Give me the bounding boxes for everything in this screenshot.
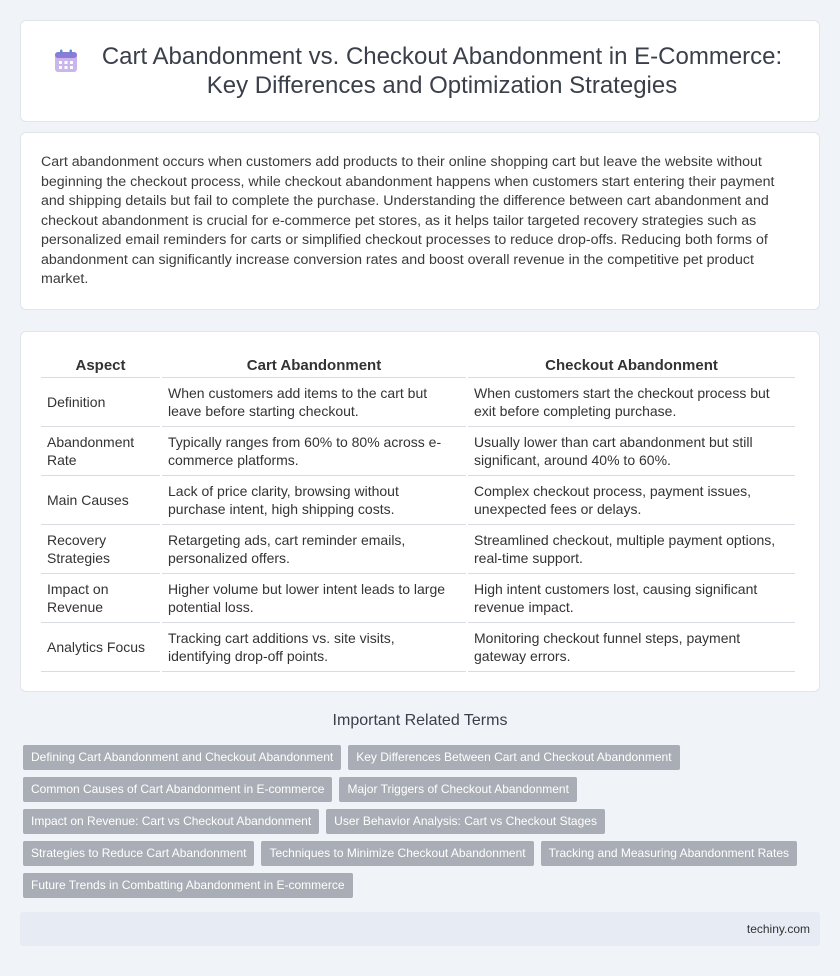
related-term-tag[interactable]: Impact on Revenue: Cart vs Checkout Abandonment — [23, 809, 319, 834]
row-aspect: Main Causes — [41, 476, 160, 525]
row-aspect: Recovery Strategies — [41, 525, 160, 574]
header-cart-abandonment: Cart Abandonment — [162, 352, 466, 378]
table-row — [41, 427, 795, 476]
related-term-tag[interactable]: Defining Cart Abandonment and Checkout Abandonment — [23, 745, 341, 770]
related-term-tag[interactable]: Future Trends in Combatting Abandonment in E-commerce — [23, 873, 353, 898]
row-cart-value: Tracking cart additions vs. site visits, identifying drop-off points. — [162, 623, 466, 672]
calendar-icon — [53, 48, 79, 74]
table-row — [41, 623, 795, 672]
footer-brand: techiny.com — [746, 922, 810, 936]
row-cart-value: Higher volume but lower intent leads to large potential loss. — [162, 574, 466, 623]
row-checkout-value: Usually lower than cart abandonment but still significant, around 40% to 60%. — [468, 427, 795, 476]
row-cart-value: Lack of price clarity, browsing without purchase intent, high shipping costs. — [162, 476, 466, 525]
related-term-tag[interactable]: Techniques to Minimize Checkout Abandonment — [261, 841, 533, 866]
comparison-table-card — [20, 331, 820, 692]
tag-row — [23, 809, 823, 834]
row-checkout-value: Monitoring checkout funnel steps, payment gateway errors. — [468, 623, 795, 672]
related-term-tag[interactable]: Common Causes of Cart Abandonment in E-commerce — [23, 777, 332, 802]
row-cart-value: Retargeting ads, cart reminder emails, personalized offers. — [162, 525, 466, 574]
tag-row — [23, 745, 823, 770]
footer — [20, 912, 820, 946]
page-title: Cart Abandonment vs. Checkout Abandonment in E-Commerce: Key Differences and Optimization Strategies — [101, 43, 783, 99]
related-term-tag[interactable]: Tracking and Measuring Abandonment Rates — [541, 841, 797, 866]
tag-row — [23, 777, 823, 802]
row-checkout-value: Streamlined checkout, multiple payment options, real-time support. — [468, 525, 795, 574]
header-checkout-abandonment: Checkout Abandonment — [468, 352, 795, 378]
row-aspect: Analytics Focus — [41, 623, 160, 672]
intro-card — [20, 132, 820, 310]
title-card — [20, 20, 820, 122]
related-terms-tags — [23, 745, 823, 905]
related-term-tag[interactable]: Major Triggers of Checkout Abandonment — [339, 777, 576, 802]
row-checkout-value: When customers start the checkout process but exit before completing purchase. — [468, 378, 795, 427]
table-header-row — [41, 352, 795, 378]
row-aspect: Abandonment Rate — [41, 427, 160, 476]
row-aspect: Impact on Revenue — [41, 574, 160, 623]
title-wrap — [53, 42, 787, 100]
table-row — [41, 378, 795, 427]
comparison-table — [39, 352, 797, 672]
row-checkout-value: High intent customers lost, causing significant revenue impact. — [468, 574, 795, 623]
related-term-tag[interactable]: User Behavior Analysis: Cart vs Checkout Stages — [326, 809, 605, 834]
intro-paragraph: Cart abandonment occurs when customers add products to their online shopping cart but leave the website without beginning the checkout process, while checkout abandonment happens when customers start entering their payment and shipping details but fail to complete the purchase. Understanding the difference between cart abandonment and checkout abandonment is crucial for e-commerce pet stores, as it helps tailor targeted recovery strategies such as personalized email reminders for carts or simplified checkout processes to reduce drop-offs. Reducing both forms of abandonment can significantly increase conversion rates and boost overall revenue in the competitive pet product market. — [41, 154, 775, 287]
related-term-tag[interactable]: Strategies to Reduce Cart Abandonment — [23, 841, 254, 866]
row-aspect: Definition — [41, 378, 160, 427]
related-term-tag[interactable]: Key Differences Between Cart and Checkout Abandonment — [348, 745, 679, 770]
row-checkout-value: Complex checkout process, payment issues, unexpected fees or delays. — [468, 476, 795, 525]
row-cart-value: When customers add items to the cart but leave before starting checkout. — [162, 378, 466, 427]
table-row — [41, 476, 795, 525]
header-aspect: Aspect — [41, 352, 160, 378]
tag-row — [23, 873, 823, 898]
tag-row — [23, 841, 823, 866]
table-row — [41, 574, 795, 623]
table-row — [41, 525, 795, 574]
row-cart-value: Typically ranges from 60% to 80% across e-commerce platforms. — [162, 427, 466, 476]
related-terms-title: Important Related Terms — [332, 712, 508, 729]
